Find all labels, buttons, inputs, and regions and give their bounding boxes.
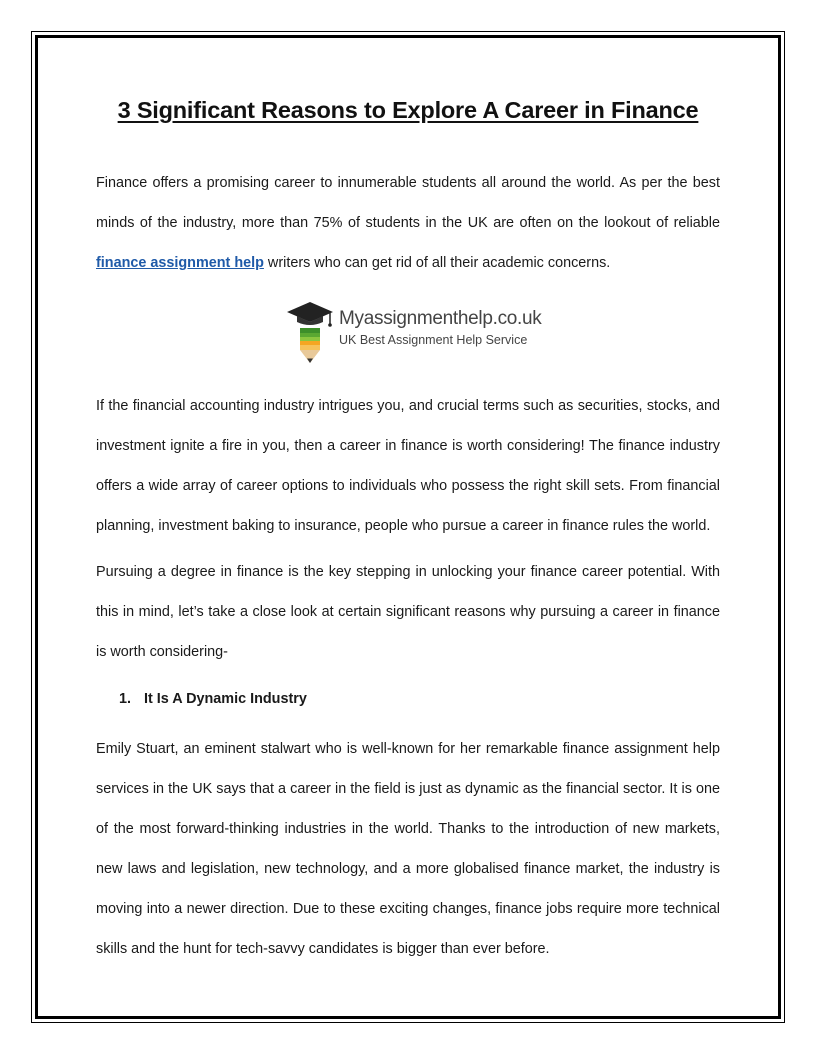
finance-assignment-help-link[interactable]: finance assignment help: [96, 255, 264, 271]
intro-text-after-link: writers who can get rid of all their academic concerns.: [263, 255, 611, 271]
intro-text-before-link: Finance offers a promising career to innumerable students all around the world. As per the best minds of the industry, more than 75% of students in the UK are often on the lookout of reliable: [96, 175, 720, 231]
graduation-cap-pencil-icon: [285, 300, 335, 364]
section-heading-text: It Is A Dynamic Industry: [144, 691, 307, 707]
logo-name: Myassignmenthelp.co.uk: [339, 308, 542, 329]
section-heading-dynamic-industry: [119, 688, 307, 710]
company-logo: [285, 300, 542, 364]
document-title: 3 Significant Reasons to Explore A Career in Finance: [117, 97, 699, 123]
paragraph-degree: Pursuing a degree in finance is the key stepping in unlocking your finance career potential. With this in mind, let’s take a close look at certain significant reasons why pursuing a career in finance is worth considering-: [96, 564, 720, 660]
logo-tagline: UK Best Assignment Help Service: [339, 333, 528, 347]
section-number: 1.: [119, 691, 132, 707]
paragraph-dynamic-industry: Emily Stuart, an eminent stalwart who is well-known for her remarkable finance assignment help services in the UK says that a career in the field is just as dynamic as the financial sector. It is one of the most forward-thinking industries in the world. Thanks to the introduction of new markets, new laws and legislation, new technology, and a more globalised finance market, the industry is moving into a newer direction. Due to these exciting changes, finance jobs require more technical skills and the hunt for tech-savvy candidates is bigger than ever before.: [96, 741, 720, 957]
paragraph-career-options: If the financial accounting industry intrigues you, and crucial terms such as securities, stocks, and investment ignite a fire in you, then a career in finance is worth considering! The finance industry offers a wide array of career options to individuals who possess the right skill sets. From financial planning, investment baking to insurance, people who pursue a career in finance rules the world.: [96, 398, 720, 534]
intro-paragraph: [96, 163, 720, 283]
